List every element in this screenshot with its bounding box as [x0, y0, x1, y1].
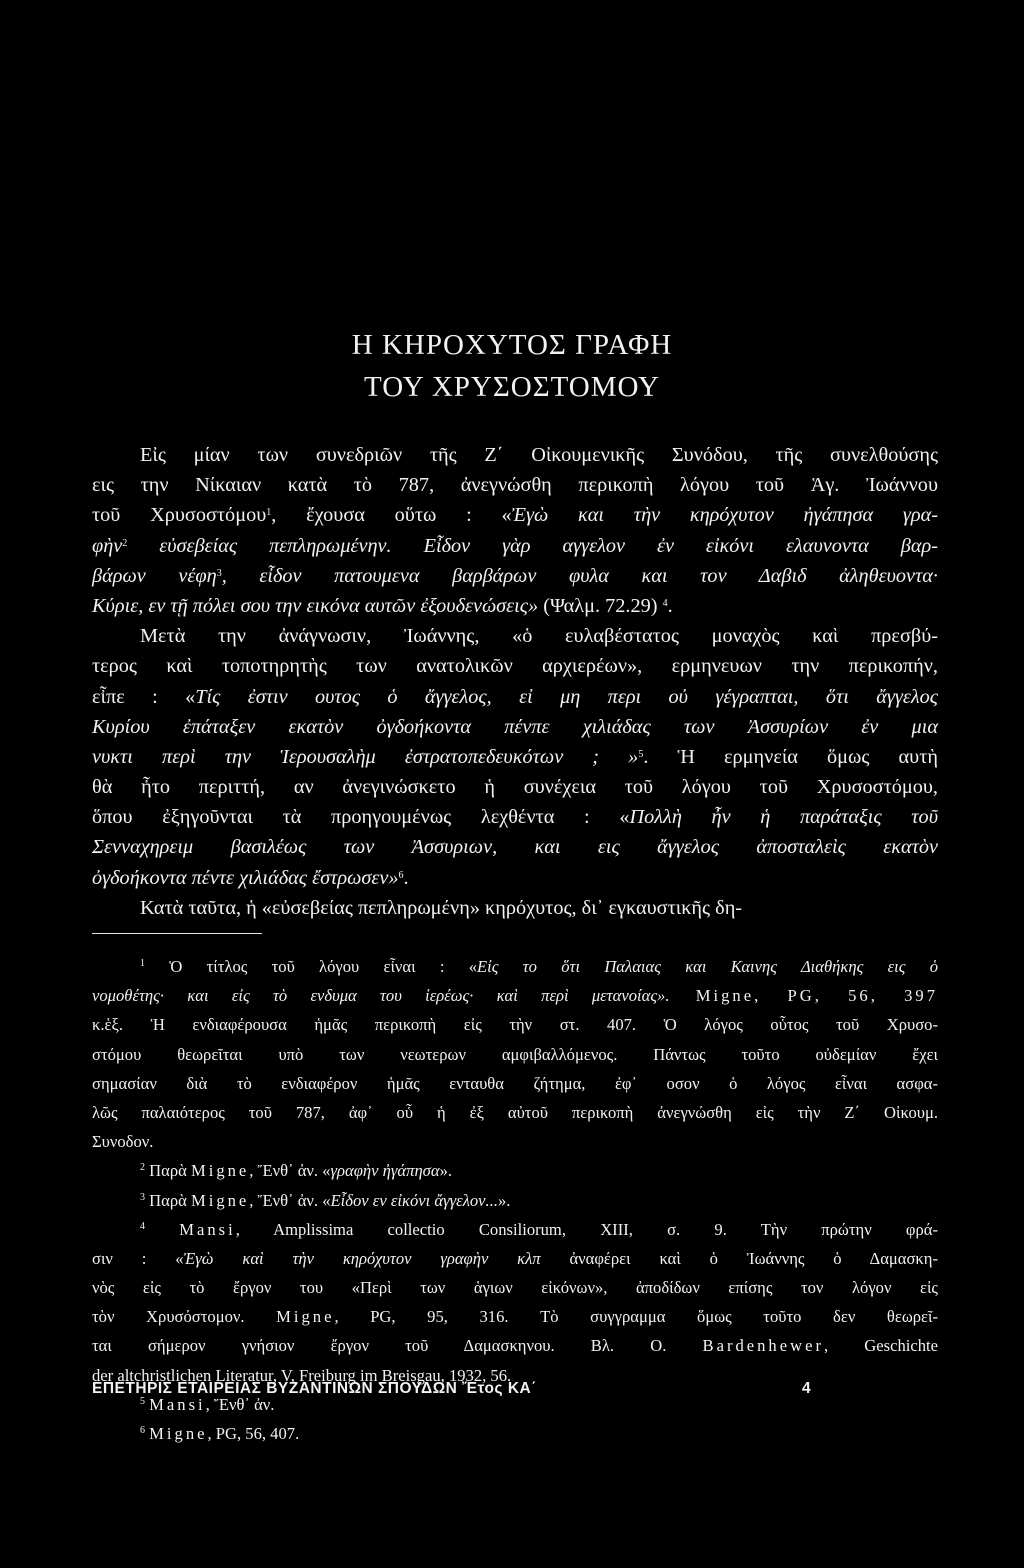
body-line: βάρων νέφη$^3$, εἶδον πατουμενα βαρβάρων φυλα και τον Δαβιδ ἀληθευοντα· [92, 564, 938, 587]
body-line: εις την Νίκαιαν κατὰ τὸ 787, ἀνεγνώσθη περικοπὴ λόγου τοῦ Ἁγ. Ἰωάννου [92, 474, 938, 497]
footnote-line: ται σήμερον γνήσιον ἔργον τοῦ Δαμασκηνου. Βλ. Ο. Bardenhewer, Geschichte [92, 1336, 939, 1356]
body-line: εἶπε : «Τίς ἐστιν ουτος ὁ ἄγγελος, εἰ μη περι οὐ γέγραπται, ὅτι ἄγγελος [92, 685, 938, 708]
body-line: Μετὰ την ἀνάγνωσιν, Ἰωάννης, «ὁ ευλαβέστατος μοναχὸς καὶ πρεσβύ- [140, 625, 938, 648]
body-line: φὴν$^2$ εὐσεβείας πεπληρωμένην. Εἶδον γὰρ αγγελον ἐν εἰκόνι ελαυνοντα βαρ- [92, 534, 938, 557]
body-line: Κύριε, εν τῇ πόλει σου την εικόνα αυτῶν ἐξουδενώσεις» (Ψαλμ. 72.29) $^4$. [92, 594, 673, 617]
footnote-3: $^3$ Παρὰ Migne, Ἔνθ᾿ ἀν. «Εἶδον εν εἰκόνι ἄγγελον...». [140, 1190, 511, 1210]
footnote-line: σιν : «Ἐγὼ καὶ τὴν κηρόχυτον γραφὴν κλπ ἀναφέρει καὶ ὁ Ἰωάννης ὁ Δαμασκη- [92, 1248, 938, 1268]
footnote-divider [92, 933, 262, 934]
footnote-6: $^6$ Migne, PG, 56, 407. [140, 1424, 300, 1443]
footnote-ref: 2 [122, 537, 128, 549]
body-line: Κυρίου ἐπάταξεν εκατὸν ὀγδοήκοντα πένπε χιλιάδας των Ἀσσυρίων ἐν μια [92, 715, 938, 738]
body-line: Εἰς μίαν των συνεδριῶν τῆς Ζ΄ Οἰκουμενικῆς Συνόδου, τῆς συνελθούσης [140, 444, 938, 466]
footnote-ref: 3 [216, 567, 222, 579]
body-line: τοῦ Χρυσοστόμου$^1$, ἔχουσα οὕτω : «Ἐγὼ και τὴν κηρόχυτον ἠγάπησα γρα- [92, 504, 938, 527]
footnote-4: $^4$ Mansi, Amplissima collectio Consiliorum, XIII, σ. 9. Τὴν πρώτην φρά- [140, 1219, 938, 1239]
footnote-1: $^1$ Ὁ τίτλος τοῦ λόγου εἶναι : «Εἰς το ὅτι Παλαιας και Καινης Διαθήκης εις ὁ [140, 957, 939, 976]
footnote-ref: 5 [638, 748, 644, 760]
footnote-line: der altchristlichen Literatur, V, Freiburg im Breisgau, 1932, 56. [92, 1365, 512, 1385]
journal-footer: ΕΠΕΤΗΡΙΣ ΕΤΑΙΡΕΙΑΣ ΒΥΖΑΝΤΙΝΩΝ ΣΠΟΥΔΩΝ Ἔτος ΚΑ΄ [92, 1380, 537, 1397]
footnote-line: Συνοδον. [92, 1132, 154, 1152]
body-line: θὰ ἦτο περιττή, αν ἀνεγινώσκετο ἡ συνέχεια τοῦ λόγου τοῦ Χρυσοστόμου, [92, 776, 938, 799]
footnote-line: τὸν Χρυσόστομον. Migne, PG, 95, 316. Τὸ συγγραμμα ὅμως τοῦτο δεν θεωρεῖ- [92, 1307, 939, 1327]
body-line: ὅπου ἐξηγοῦνται τὰ προηγουμένως λεχθέντα : «Πολλὴ ἦν ἡ παράταξις τοῦ [92, 806, 938, 829]
footnote-ref: 4 [662, 597, 668, 609]
footnote-ref: 1 [266, 507, 272, 519]
body-text [92, 440, 938, 923]
footnote-ref: 6 [398, 869, 404, 881]
footnote-2: $^2$ Παρὰ Migne, Ἔνθ᾿ ἀν. «γραφὴν ἠγάπησα». [140, 1161, 453, 1181]
body-line: νυκτι περὶ την Ἱερουσαλὴμ ἐστρατοπεδευκότων ; »$^5$. Ἡ ερμηνεία ὅμως αυτὴ [92, 745, 938, 768]
footnote-5: $^5$ Mansi, Ἔνθ᾿ ἀν. [140, 1394, 275, 1414]
footnote-line: νὸς εἰς τὸ ἔργον του «Περὶ των ἁγιων εἰκόνων», ἀποδίδων επίσης τον λόγον εἰς [92, 1278, 938, 1298]
footnotes [92, 952, 938, 1448]
title-line-2: ΤΟΥ ΧΡΥΣΟΣΤΟΜΟΥ [364, 371, 660, 403]
body-line: ὀγδοήκοντα πέντε χιλιάδας ἔστρωσεν»$^6$. [92, 866, 409, 889]
footnote-line: σημασίαν διὰ τὸ ενδιαφέρον ἡμᾶς ενταυθα ζήτημα, ἐφ᾿ οσον ὁ λόγος εἶναι ασφα- [92, 1073, 938, 1093]
page-number: 4 [802, 1380, 811, 1397]
title-line-1: Η ΚΗΡΟΧΥΤΟΣ ΓΡΑΦΗ [351, 329, 673, 361]
body-line: Σενναχηρειμ βασιλέως των Ἀσσυριων, και εις ἄγγελος ἀποσταλεὶς εκατὸν [92, 836, 938, 859]
footnote-line: λῶς παλαιότερος τοῦ 787, ἀφ᾿ οὗ ἡ ἐξ αὐτοῦ περικοπὴ ἀνεγνώσθη εἰς τὴν Ζ΄ Οἰκουμ. [92, 1102, 938, 1122]
footnote-line: στόμου θεωρεῖται υπὸ των νεωτερων αμφιβαλλόμενος. Πάντως τοῦτο οὐδεμίαν ἔχει [92, 1044, 938, 1064]
body-line: Κατὰ ταῦτα, ἡ «εὐσεβείας πεπληρωμένη» κηρόχυτος, δι᾿ εγκαυστικῆς δη- [140, 896, 743, 919]
body-line: τερος καὶ τοποτηρητὴς των ανατολικῶν αρχιερέων», ερμηνευων την περικοπήν, [92, 655, 938, 678]
footnote-line: κ.ἑξ. Ἡ ενδιαφέρουσα ἡμᾶς περικοπὴ εἰς τὴν στ. 407. Ὁ λόγος οὗτος τοῦ Χρυσο- [92, 1015, 938, 1035]
footnote-line: νομοθέτης· και εἰς τὸ ενδυμα του ἱερέως· καὶ περὶ μετανοίας». Migne, PG, 56, 397 [92, 986, 938, 1006]
